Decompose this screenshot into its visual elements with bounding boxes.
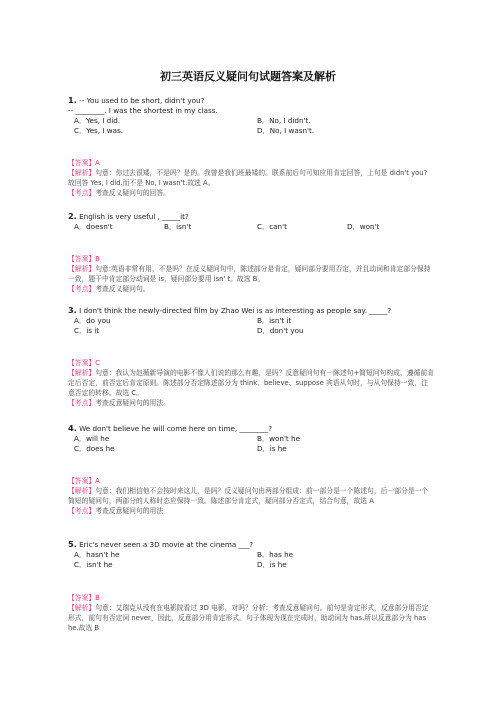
- option-b: B．has he: [257, 549, 294, 559]
- analysis: 【解析】句意：我们相信他不会按时来这儿，是吗？反义疑问句由两部分组成：前一部分是一个陈述句，后一部分是一个简短的疑问句，两部分的人称时态应保持一致。陈述部分肯定式，疑问部分否定式，结合句意，故选 A: [68, 487, 429, 505]
- option-c: C．is it: [74, 325, 100, 335]
- option-a: A．hasn't he: [74, 549, 120, 559]
- answer-block-1: [68, 158, 434, 198]
- option-d: D．is he: [257, 443, 287, 453]
- question-stem: [68, 540, 432, 550]
- analysis: 【解析】句意:英语非常有用，不是吗？在反义疑问句中，陈述部分是肯定，疑问部分要用否定，并且动词和肯定部分保持一致，题干中肯定部分动词是 is，疑问部分要用 isn' t。故选 B。: [68, 265, 431, 283]
- page-title: 初三英语反义疑问句试题答案及解析: [160, 70, 336, 83]
- answer-tag: 【答案】C: [68, 359, 100, 367]
- option-b: B．won't he: [257, 433, 301, 443]
- question-text: I don't think the newly-directed film by Zhao Wei is as interesting as people say. _____?: [76, 306, 392, 315]
- options-row: [68, 444, 432, 454]
- option-b: B．isn't it: [257, 315, 292, 325]
- answer-block-5: [68, 593, 434, 633]
- question-stem: [68, 306, 432, 316]
- question-5: [68, 540, 432, 570]
- options-row: [68, 126, 432, 136]
- exam-point: 【考点】考查反意疑问句的用法。: [68, 399, 170, 407]
- question-1: [68, 96, 432, 136]
- question-3: [68, 306, 432, 336]
- option-a: A．will he: [74, 433, 110, 443]
- question-stem-2: -- ________. I was the shortest in my class.: [68, 105, 218, 115]
- option-a: A．do you: [74, 315, 111, 325]
- option-c: C．isn't he: [74, 559, 113, 569]
- answer-tag: 【答案】B: [68, 255, 100, 263]
- options-row: [68, 550, 432, 560]
- option-d: D．is he: [257, 559, 287, 569]
- analysis: 【解析】句意：艾瑞克从没有在电影院看过 3D 电影，对吗？分析：考查反意疑问句。前句是肯定形式，反意部分用否定形式，前句有否定词 never，因此，反意部分用肯定形式。句子体现为现在完成时，助动词为 has.所以反意部分为 has he.故选 B: [68, 604, 429, 632]
- option-c: C．does he: [74, 443, 115, 453]
- option-c: C．Yes, I was.: [74, 125, 124, 135]
- question-number: 4.: [68, 423, 77, 433]
- question-text: -- You used to be short, didn't you?: [76, 96, 205, 105]
- answer-block-3: [68, 358, 434, 408]
- exam-point: 【考点】考查反义疑问句。: [68, 285, 150, 293]
- options-row: [68, 316, 432, 326]
- question-text: English is very useful , _____it?: [76, 212, 189, 221]
- option-b: B．No, I didn't.: [257, 115, 311, 125]
- answer-block-4: [68, 476, 434, 516]
- option-a: A．Yes, I did.: [74, 115, 121, 125]
- analysis: 【解析】句意：我认为赵薇新导演的电影不像人们说的那么有趣，是吗？反意疑问句有一陈述句+简短问句构成，遵循前肯定后否定，前否定后肯定原则。陈述部分否定陈述部分为 think、believe、suppose 宾语从句时，与从句保持一致，注意否定的转移。故选 C。: [68, 369, 434, 397]
- option-d: D．No, I wasn't.: [257, 125, 315, 135]
- question-stem: [68, 96, 432, 106]
- option-d: D．won't: [347, 221, 380, 231]
- answer-tag: 【答案】A: [68, 159, 100, 167]
- option-a: A．doesn't: [74, 221, 113, 231]
- answer-tag: 【答案】B: [68, 594, 100, 602]
- options-row: [68, 560, 432, 570]
- question-stem: [68, 212, 432, 222]
- question-text: Eric's never seen a 3D movie at the cinema ___?: [76, 540, 254, 549]
- exam-point: 【考点】考查反意疑问句的用法: [68, 507, 164, 515]
- options-row: [68, 434, 432, 444]
- question-2: [68, 212, 432, 232]
- exam-point: 【考点】考查反义疑问句的回答。: [68, 189, 170, 197]
- option-d: D．don't you: [257, 325, 304, 335]
- question-text: We don't believe he will come here on time, ________?: [76, 424, 273, 433]
- question-4: [68, 424, 432, 454]
- question-number: 3.: [68, 305, 77, 315]
- question-stem: [68, 424, 432, 434]
- question-number: 5.: [68, 539, 77, 549]
- options-row: [68, 222, 432, 232]
- analysis: 【解析】句意：你过去很矮，不是吗？是的。我曾是我们班最矮的。联系前后句可知应用肯定回答，上句是 didn't you?故回答 Yes, I did.而不是 No, I wasn't.故选 A。: [68, 169, 428, 187]
- options-row: [68, 116, 432, 126]
- options-row: [68, 326, 432, 336]
- answer-block-2: [68, 254, 434, 294]
- question-number: 1.: [68, 95, 77, 105]
- option-c: C．can't: [257, 221, 287, 231]
- answer-tag: 【答案】A: [68, 477, 100, 485]
- question-number: 2.: [68, 211, 77, 221]
- option-b: B．isn't: [164, 221, 192, 231]
